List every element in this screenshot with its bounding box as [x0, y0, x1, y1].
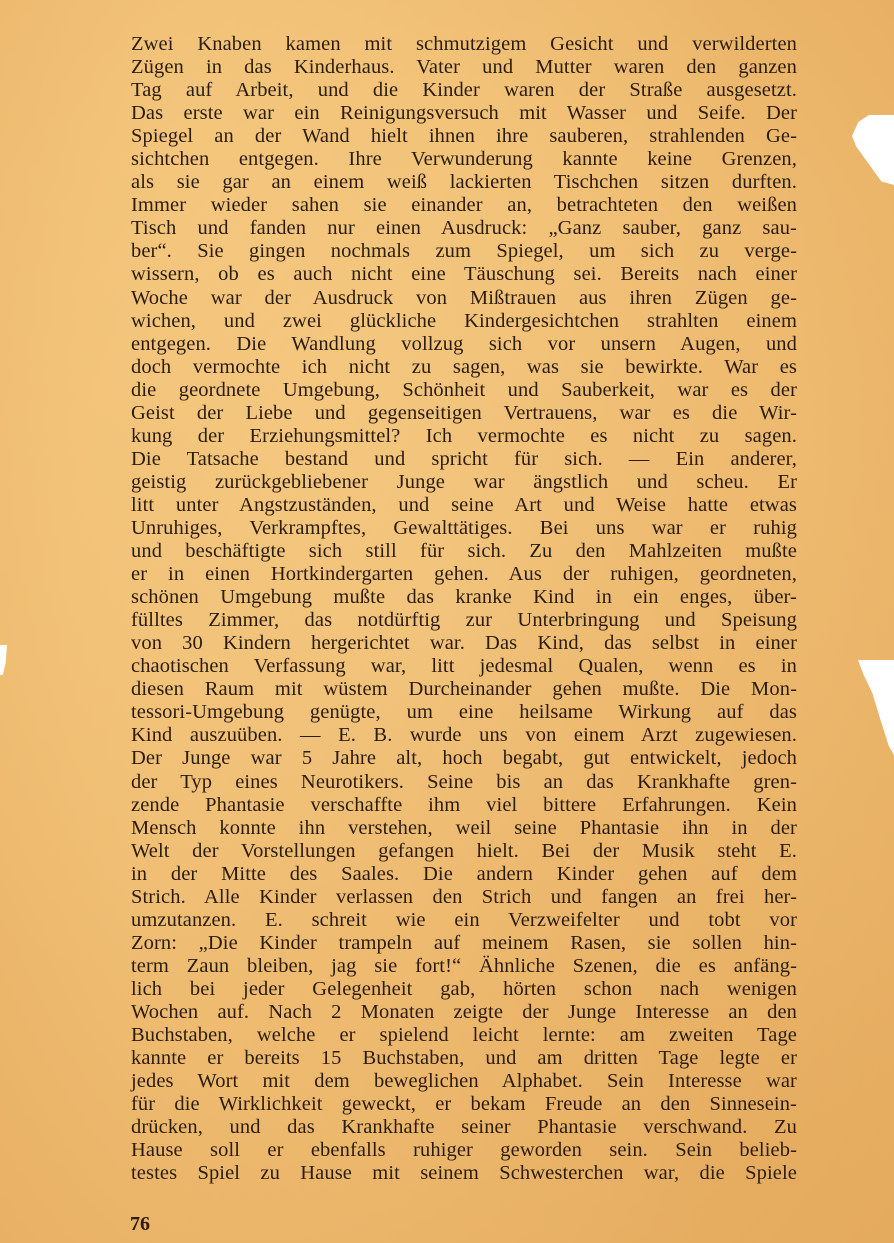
text-line: diesen Raum mit wüstem Durcheinander gehen mußte. Die Mon- — [131, 678, 797, 701]
text-line: Kind auszuüben. — E. B. wurde uns von einem Arzt zugewiesen. — [131, 724, 797, 747]
text-line: von 30 Kindern hergerichtet war. Das Kind, das selbst in einer — [131, 632, 797, 655]
torn-edge-lower-right — [858, 660, 894, 755]
torn-edge-left — [0, 645, 7, 675]
text-line: und beschäftigte sich still für sich. Zu den Mahlzeiten mußte — [131, 540, 797, 563]
text-line: ber“. Sie gingen nochmals zum Spiegel, um sich zu verge- — [131, 240, 797, 263]
text-line: jedes Wort mit dem beweglichen Alphabet. Sein Interesse war — [131, 1070, 797, 1093]
text-line: Buchstaben, welche er spielend leicht lernte: am zweiten Tage — [131, 1024, 797, 1047]
text-line: litt unter Angstzuständen, und seine Art und Weise hatte etwas — [131, 493, 797, 516]
text-line: Strich. Alle Kinder verlassen den Strich und fangen an frei her- — [131, 885, 797, 908]
text-line: kung der Erziehungsmittel? Ich vermochte es nicht zu sagen. — [131, 424, 797, 447]
text-line: Mensch konnte ihn verstehen, weil seine Phantasie ihn in der — [131, 816, 797, 839]
text-line: Woche war der Ausdruck von Mißtrauen aus ihren Zügen ge- — [131, 286, 797, 309]
torn-edge-upper-right — [852, 115, 894, 185]
text-line: testes Spiel zu Hause mit seinem Schwesterchen war, die Spiele — [131, 1162, 797, 1185]
text-line: Zorn: „Die Kinder trampeln auf meinem Rasen, sie sollen hin- — [131, 931, 797, 954]
text-line: Wochen auf. Nach 2 Monaten zeigte der Junge Interesse an den — [131, 1000, 797, 1023]
text-line: Spiegel an der Wand hielt ihnen ihre sauberen, strahlenden Ge- — [131, 125, 797, 148]
text-line: geistig zurückgebliebener Junge war ängstlich und scheu. Er — [131, 470, 797, 493]
text-line: chaotischen Verfassung war, litt jedesmal Qualen, wenn es in — [131, 655, 797, 678]
text-line: Tag auf Arbeit, und die Kinder waren der Straße ausgesetzt. — [131, 79, 797, 102]
text-line: Die Tatsache bestand und spricht für sich. — Ein anderer, — [131, 447, 797, 470]
text-line: er in einen Hortkindergarten gehen. Aus der ruhigen, geordneten, — [131, 563, 797, 586]
text-line: zende Phantasie verschaffte ihm viel bittere Erfahrungen. Kein — [131, 793, 797, 816]
text-line: lich bei jeder Gelegenheit gab, hörten schon nach wenigen — [131, 977, 797, 1000]
text-line: wissern, ob es auch nicht eine Täuschung sei. Bereits nach einer — [131, 263, 797, 286]
text-line: Unruhiges, Verkrampftes, Gewalttätiges. Bei uns war er ruhig — [131, 516, 797, 539]
body-text — [131, 33, 797, 1185]
text-line: Das erste war ein Reinigungsversuch mit Wasser und Seife. Der — [131, 102, 797, 125]
text-line: in der Mitte des Saales. Die andern Kinder gehen auf dem — [131, 862, 797, 885]
text-line: drücken, und das Krankhafte seiner Phantasie verschwand. Zu — [131, 1116, 797, 1139]
text-line: Immer wieder sahen sie einander an, betrachteten den weißen — [131, 194, 797, 217]
text-line: sichtchen entgegen. Ihre Verwunderung kannte keine Grenzen, — [131, 148, 797, 171]
text-line: entgegen. Die Wandlung vollzug sich vor unsern Augen, und — [131, 332, 797, 355]
text-line: kannte er bereits 15 Buchstaben, und am dritten Tage legte er — [131, 1047, 797, 1070]
text-line: term Zaun bleiben, jag sie fort!“ Ähnliche Szenen, die es anfäng- — [131, 954, 797, 977]
text-line: Geist der Liebe und gegenseitigen Vertrauens, war es die Wir- — [131, 401, 797, 424]
text-line: Hause soll er ebenfalls ruhiger geworden sein. Sein belieb- — [131, 1139, 797, 1162]
text-line: wichen, und zwei glückliche Kindergesichtchen strahlten einem — [131, 309, 797, 332]
text-line: Der Junge war 5 Jahre alt, hoch begabt, gut entwickelt, jedoch — [131, 747, 797, 770]
page-number: 76 — [130, 1213, 150, 1235]
text-line: schönen Umgebung mußte das kranke Kind in ein enges, über- — [131, 586, 797, 609]
text-line: tessori-Umgebung genügte, um eine heilsame Wirkung auf das — [131, 701, 797, 724]
text-line: als sie gar an einem weiß lackierten Tischchen sitzen durften. — [131, 171, 797, 194]
text-line: umzutanzen. E. schreit wie ein Verzweifelter und tobt vor — [131, 908, 797, 931]
text-line: Zügen in das Kinderhaus. Vater und Mutter waren den ganzen — [131, 56, 797, 79]
text-line: Tisch und fanden nur einen Ausdruck: „Ganz sauber, ganz sau- — [131, 217, 797, 240]
text-line: der Typ eines Neurotikers. Seine bis an das Krankhafte gren- — [131, 770, 797, 793]
text-line: fülltes Zimmer, das notdürftig zur Unterbringung und Speisung — [131, 609, 797, 632]
text-line: Welt der Vorstellungen gefangen hielt. Bei der Musik steht E. — [131, 839, 797, 862]
text-line: Zwei Knaben kamen mit schmutzigem Gesicht und verwilderten — [131, 33, 797, 55]
text-line: für die Wirklichkeit geweckt, er bekam Freude an den Sinnesein- — [131, 1093, 797, 1116]
text-line: die geordnete Umgebung, Schönheit und Sauberkeit, war es der — [131, 378, 797, 401]
text-line: doch vermochte ich nicht zu sagen, was sie bewirkte. War es — [131, 355, 797, 378]
